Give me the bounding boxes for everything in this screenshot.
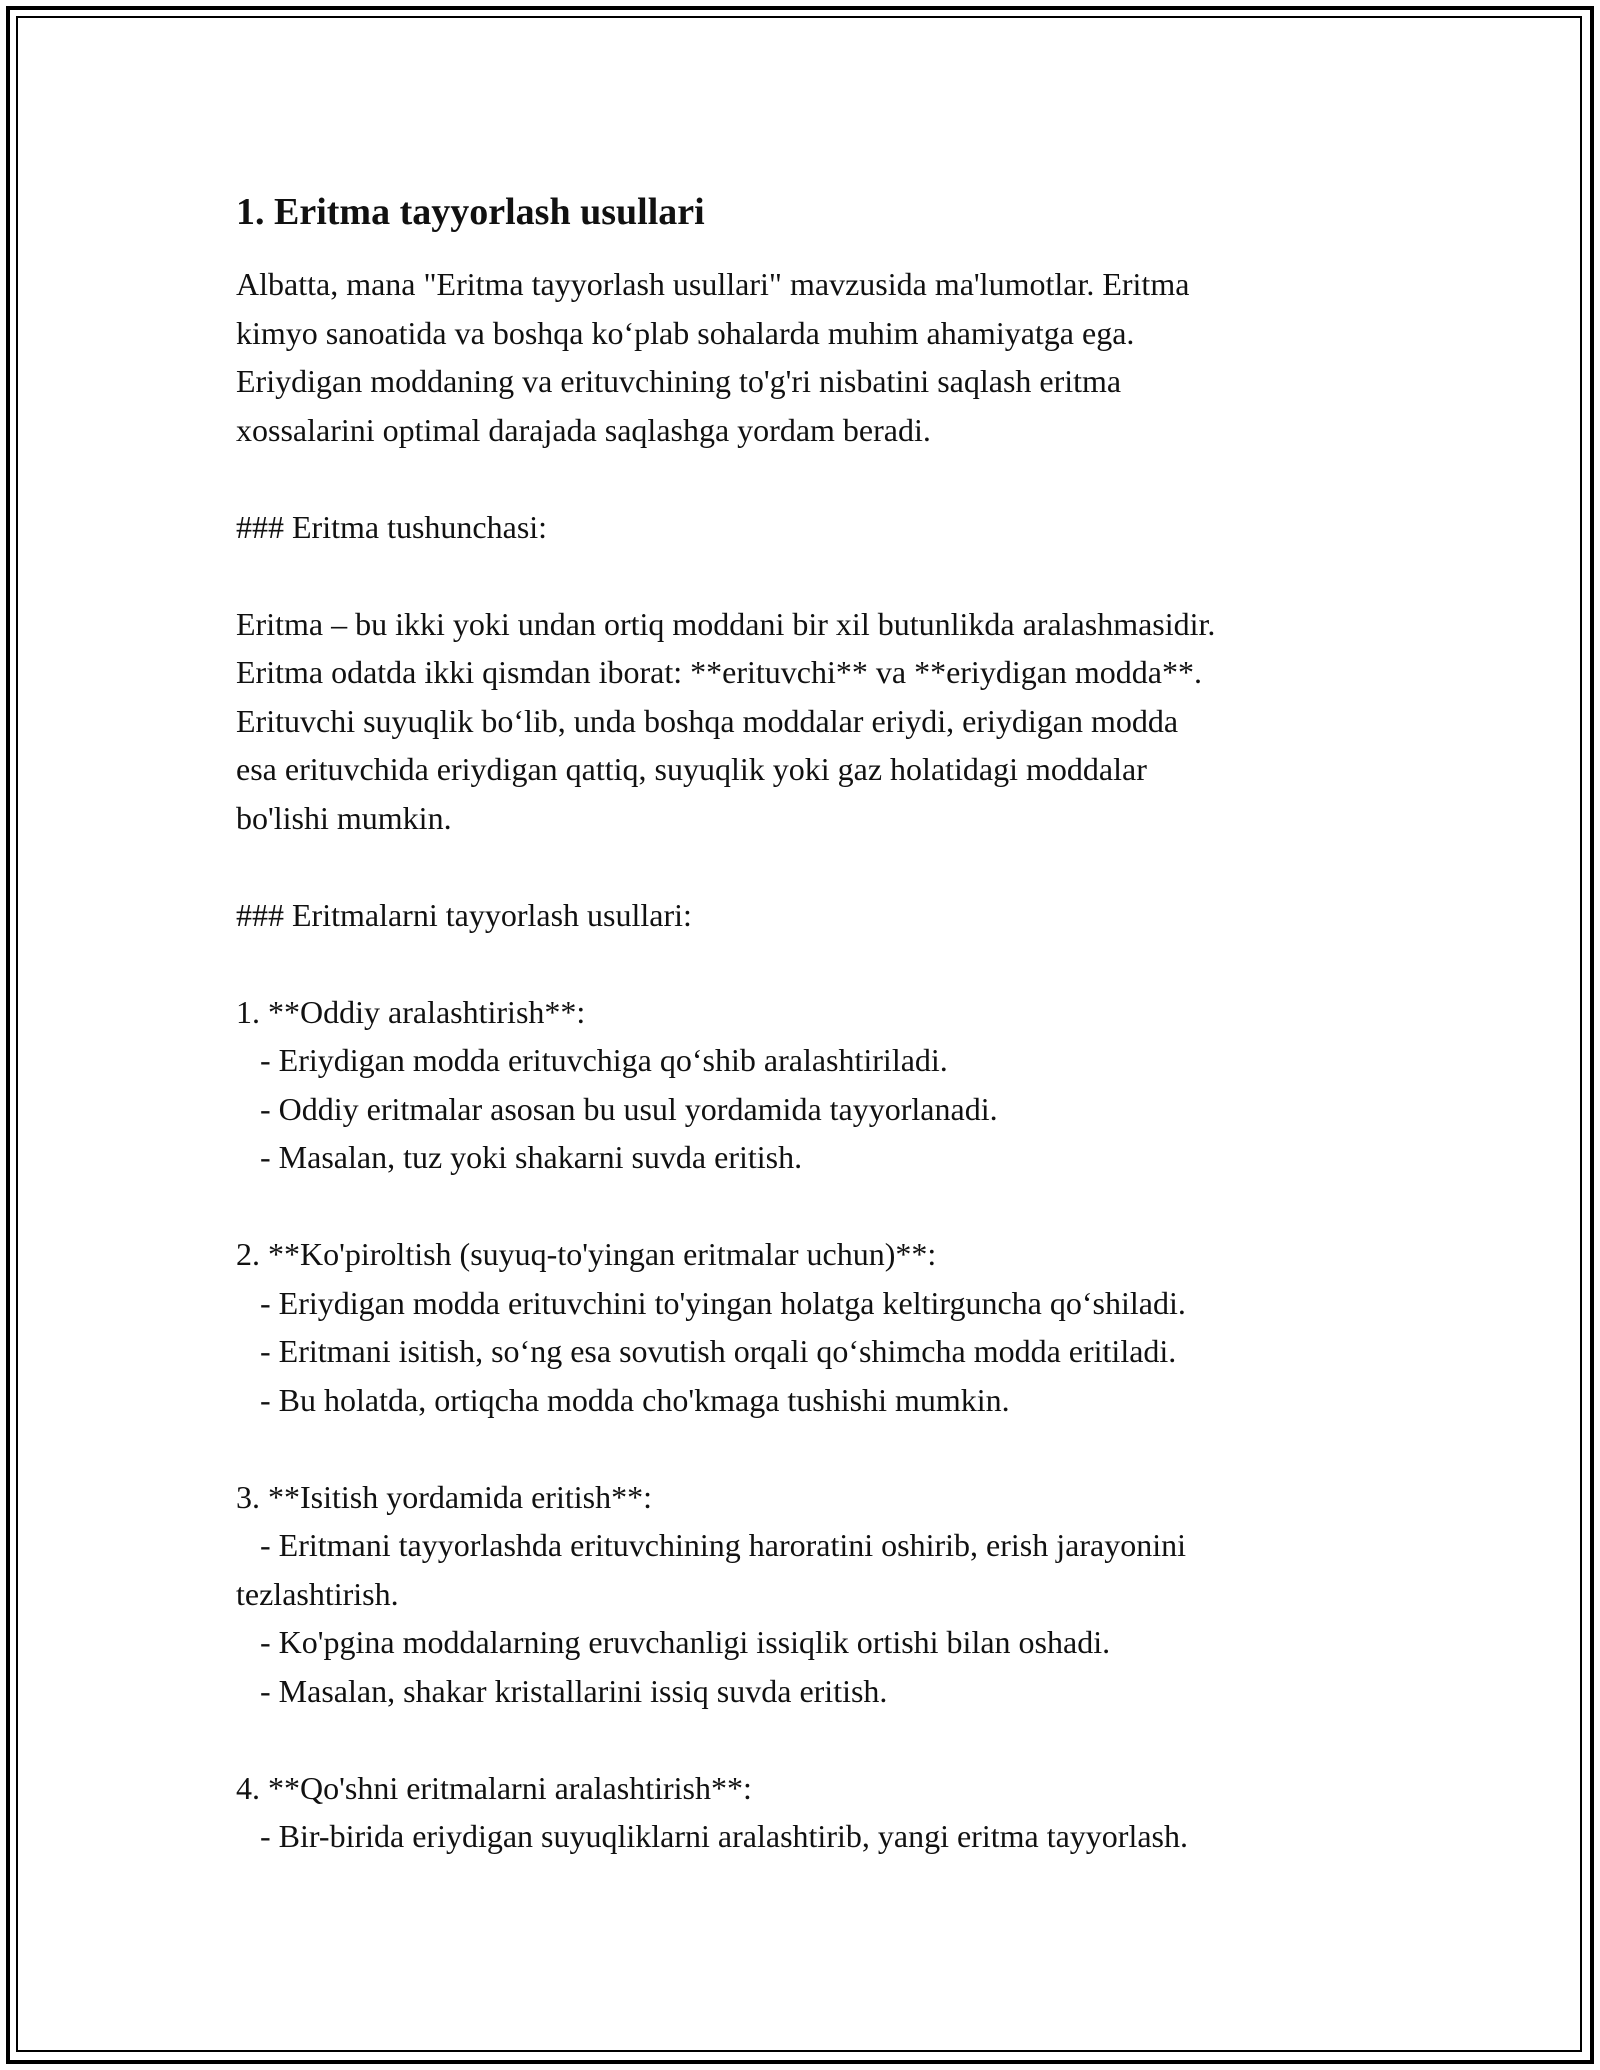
method-point: - Bir-birida eriydigan suyuqliklarni aralashtirib, yangi eritma tayyorlash. xyxy=(236,1818,1188,1854)
method-title: 1. **Oddiy aralashtirish**: xyxy=(236,993,586,1030)
method-point: - Ko'pgina moddalarning eruvchanligi issiqlik ortishi bilan oshadi. xyxy=(236,1624,1111,1660)
spacer xyxy=(236,842,1416,891)
method-point: - Oddiy eritmalar asosan bu usul yordamida tayyorlanadi. xyxy=(236,1090,998,1127)
spacer xyxy=(236,551,1416,600)
spacer xyxy=(236,939,1416,988)
method-point: - Eritmani isitish, so‘ng esa sovutish orqali qo‘shimcha modda eritiladi. xyxy=(236,1333,1177,1369)
method-point: - Eriydigan modda erituvchiga qo‘shib aralashtiriladi. xyxy=(236,1042,948,1078)
concept-heading: ### Eritma tushunchasi: xyxy=(236,508,548,545)
method-item xyxy=(236,1230,1416,1424)
method-point: - Eriydigan modda erituvchini to'yingan holatga keltirguncha qo‘shiladi. xyxy=(236,1284,1186,1321)
document-title: 1. Eritma tayyorlash usullari xyxy=(236,191,705,233)
method-item xyxy=(236,1764,1416,1861)
method-point: - Bu holatda, ortiqcha modda cho'kmaga tushishi mumkin. xyxy=(236,1381,1010,1418)
spacer xyxy=(236,1715,1416,1764)
intro-paragraph: Albatta, mana "Eritma tayyorlash usullari" mavzusida ma'lumotlar. Eritma kimyo sanoatida va boshqa ko‘plab sohalarda muhim ahamiyatga ega. Eriydigan moddaning va erituvchining to'g'ri nisbatini saqlash eritma xossalarini optimal darajada saqlashga yordam beradi. xyxy=(236,266,1190,448)
spacer xyxy=(236,454,1416,503)
concept-paragraph: Eritma – bu ikki yoki undan ortiq moddani bir xil butunlikda aralashmasidir. Eritma odatda ikki qismdan iborat: **erituvchi** va **eriydigan modda**. Erituvchi suyuqlik bo‘lib, unda boshqa moddalar eriydi, eriydigan modda esa erituvchida eriydigan qattiq, suyuqlik yoki gaz holatidagi moddalar bo'lishi mumkin. xyxy=(236,605,1216,836)
spacer xyxy=(236,1182,1416,1231)
method-title: 2. **Ko'piroltish (suyuq-to'yingan eritmalar uchun)**: xyxy=(236,1236,937,1272)
method-point: - Eritmani tayyorlashda erituvchining haroratini oshirib, erish jarayonini tezlashtirish. xyxy=(236,1527,1186,1612)
method-item xyxy=(236,1473,1416,1716)
method-title: 4. **Qo'shni eritmalarni aralashtirish**: xyxy=(236,1769,752,1806)
document-body xyxy=(236,180,1416,1861)
method-item xyxy=(236,988,1416,1182)
spacer xyxy=(236,1424,1416,1473)
method-title: 3. **Isitish yordamida eritish**: xyxy=(236,1478,652,1515)
method-point: - Masalan, shakar kristallarini issiq suvda eritish. xyxy=(236,1672,888,1709)
methods-heading: ### Eritmalarni tayyorlash usullari: xyxy=(236,896,692,933)
method-list xyxy=(236,988,1416,1861)
method-point: - Masalan, tuz yoki shakarni suvda eritish. xyxy=(236,1139,803,1175)
